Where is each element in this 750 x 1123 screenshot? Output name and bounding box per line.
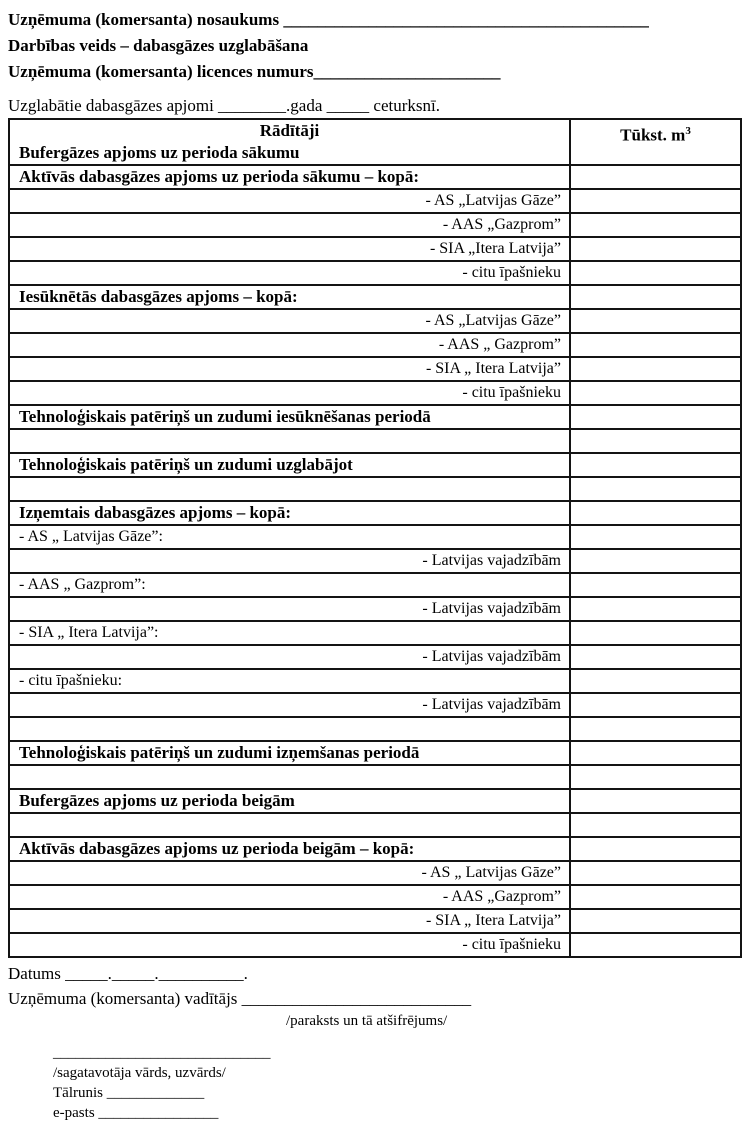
row-label: Tehnoloģiskais patēriņš un zudumi iesūknēšanas periodā bbox=[19, 407, 431, 426]
storage-report-table bbox=[8, 118, 742, 958]
row-label: - AAS „ Gazprom” bbox=[438, 336, 561, 353]
phone-line: Tālrunis _____________ bbox=[53, 1085, 205, 1101]
row-label: - citu īpašnieku bbox=[462, 384, 561, 401]
table-row bbox=[10, 812, 740, 836]
row-label: Aktīvās dabasgāzes apjoms uz perioda sākumu – kopā: bbox=[19, 167, 420, 186]
report-period-line: Uzglabātie dabasgāzes apjomi ________.gada _____ ceturksnī. bbox=[8, 96, 440, 115]
report-table-body bbox=[10, 142, 740, 956]
row-label: Tehnoloģiskais patēriņš un zudumi izņemšanas periodā bbox=[19, 743, 420, 762]
table-row bbox=[10, 668, 740, 692]
row-value-cell bbox=[569, 694, 740, 716]
row-label: Aktīvās dabasgāzes apjoms uz perioda beigām – kopā: bbox=[19, 839, 415, 858]
table-row bbox=[10, 380, 740, 404]
row-value-cell bbox=[569, 502, 740, 524]
row-label: - AAS „Gazprom” bbox=[442, 216, 561, 233]
table-row bbox=[10, 908, 740, 932]
row-value-cell bbox=[569, 766, 740, 788]
row-value-cell bbox=[569, 598, 740, 620]
row-value-cell bbox=[569, 622, 740, 644]
row-label: - AAS „ Gazprom”: bbox=[19, 576, 146, 593]
table-row bbox=[10, 500, 740, 524]
preparer-caption: /sagatavotāja vārds, uzvārds/ bbox=[53, 1065, 226, 1081]
row-value-cell bbox=[569, 550, 740, 572]
row-value-cell bbox=[569, 646, 740, 668]
row-label bbox=[10, 430, 569, 452]
table-row bbox=[10, 284, 740, 308]
table-row bbox=[10, 860, 740, 884]
row-label: - Latvijas vajadzībām bbox=[422, 696, 561, 713]
table-row bbox=[10, 404, 740, 428]
date-line: Datums _____._____.__________. bbox=[8, 964, 248, 983]
row-value-cell bbox=[569, 262, 740, 284]
table-row bbox=[10, 164, 740, 188]
email-line: e-pasts ________________ bbox=[53, 1105, 219, 1121]
row-value-cell bbox=[569, 838, 740, 860]
row-value-cell bbox=[569, 214, 740, 236]
row-value-cell bbox=[569, 790, 740, 812]
table-row bbox=[10, 764, 740, 788]
row-value-cell bbox=[569, 886, 740, 908]
row-label: - SIA „Itera Latvija” bbox=[429, 240, 561, 257]
row-value-cell bbox=[569, 190, 740, 212]
table-row bbox=[10, 332, 740, 356]
row-label: - Latvijas vajadzībām bbox=[422, 648, 561, 665]
row-value-cell bbox=[569, 742, 740, 764]
table-row bbox=[10, 932, 740, 956]
table-row bbox=[10, 548, 740, 572]
table-row bbox=[10, 236, 740, 260]
row-value-cell bbox=[569, 814, 740, 836]
column-header-unit bbox=[569, 120, 740, 142]
row-label bbox=[10, 718, 569, 740]
table-row bbox=[10, 572, 740, 596]
row-label: - AS „Latvijas Gāze” bbox=[425, 192, 561, 209]
table-row bbox=[10, 884, 740, 908]
row-value-cell bbox=[569, 382, 740, 404]
company-name-line: Uzņēmuma (komersanta) nosaukums ___________________________________________ bbox=[8, 10, 649, 29]
row-label: - SIA „ Itera Latvija” bbox=[425, 360, 561, 377]
preparer-name-blank: _____________________________ bbox=[53, 1045, 271, 1061]
signature-caption: /paraksts un tā atšifrējums/ bbox=[286, 1013, 448, 1029]
table-row bbox=[10, 692, 740, 716]
table-row bbox=[10, 212, 740, 236]
column-header-indicators: Rādītāji bbox=[259, 121, 320, 140]
table-header-row bbox=[10, 120, 740, 142]
unit-label: Tūkst. m bbox=[620, 125, 686, 142]
row-value-cell bbox=[569, 862, 740, 884]
table-row bbox=[10, 644, 740, 668]
preparer-block bbox=[53, 1043, 738, 1123]
row-value-cell bbox=[569, 718, 740, 740]
table-row bbox=[10, 740, 740, 764]
row-value-cell bbox=[569, 142, 740, 164]
row-value-cell bbox=[569, 934, 740, 956]
row-label: - Latvijas vajadzībām bbox=[422, 600, 561, 617]
activity-type-line: Darbības veids – dabasgāzes uzglabāšana bbox=[8, 36, 309, 55]
table-row bbox=[10, 260, 740, 284]
row-label bbox=[10, 766, 569, 788]
unit-superscript: 3 bbox=[685, 125, 691, 137]
row-label: Iesūknētās dabasgāzes apjoms – kopā: bbox=[19, 287, 298, 306]
licence-number-line: Uzņēmuma (komersanta) licences numurs______________________ bbox=[8, 62, 501, 81]
table-row bbox=[10, 356, 740, 380]
row-label: Bufergāzes apjoms uz perioda beigām bbox=[19, 791, 295, 810]
row-label: - AS „Latvijas Gāze” bbox=[425, 312, 561, 329]
row-value-cell bbox=[569, 310, 740, 332]
row-label: - Latvijas vajadzībām bbox=[422, 552, 561, 569]
row-label: - SIA „ Itera Latvija”: bbox=[19, 624, 159, 641]
row-label: Tehnoloģiskais patēriņš un zudumi uzglabājot bbox=[19, 455, 353, 474]
row-label: - AS „ Latvijas Gāze”: bbox=[19, 528, 163, 545]
table-row bbox=[10, 142, 740, 164]
row-label bbox=[10, 814, 569, 836]
table-row bbox=[10, 788, 740, 812]
row-label: - citu īpašnieku: bbox=[19, 672, 123, 689]
row-value-cell bbox=[569, 334, 740, 356]
table-row bbox=[10, 308, 740, 332]
table-row bbox=[10, 452, 740, 476]
table-row bbox=[10, 524, 740, 548]
table-row bbox=[10, 188, 740, 212]
row-value-cell bbox=[569, 454, 740, 476]
row-value-cell bbox=[569, 238, 740, 260]
row-value-cell bbox=[569, 478, 740, 500]
row-label: - AS „ Latvijas Gāze” bbox=[421, 864, 561, 881]
row-label bbox=[10, 478, 569, 500]
table-row bbox=[10, 620, 740, 644]
row-value-cell bbox=[569, 166, 740, 188]
row-value-cell bbox=[569, 286, 740, 308]
row-value-cell bbox=[569, 910, 740, 932]
row-value-cell bbox=[569, 430, 740, 452]
row-value-cell bbox=[569, 406, 740, 428]
row-label: - SIA „ Itera Latvija” bbox=[425, 912, 561, 929]
table-row bbox=[10, 476, 740, 500]
row-label: - citu īpašnieku bbox=[462, 264, 561, 281]
table-row bbox=[10, 716, 740, 740]
row-label: - AAS „Gazprom” bbox=[442, 888, 561, 905]
table-row bbox=[10, 428, 740, 452]
row-label: - citu īpašnieku bbox=[462, 936, 561, 953]
table-row bbox=[10, 836, 740, 860]
row-value-cell bbox=[569, 358, 740, 380]
row-label: Bufergāzes apjoms uz perioda sākumu bbox=[19, 143, 300, 162]
row-label: Izņemtais dabasgāzes apjoms – kopā: bbox=[19, 503, 292, 522]
row-value-cell bbox=[569, 526, 740, 548]
row-value-cell bbox=[569, 574, 740, 596]
manager-signature-line: Uzņēmuma (komersanta) vadītājs ___________________________ bbox=[8, 989, 472, 1008]
row-value-cell bbox=[569, 670, 740, 692]
table-row bbox=[10, 596, 740, 620]
